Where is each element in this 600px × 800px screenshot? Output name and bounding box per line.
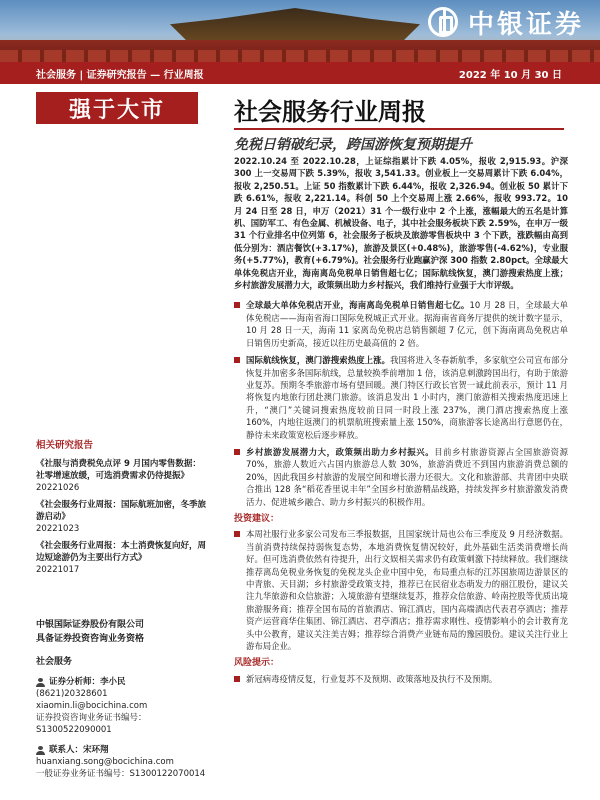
- contact-name: 联系人：宋环翔: [36, 744, 206, 756]
- logo-text: 中银证券: [467, 9, 584, 40]
- investment-heading: 投资建议：: [234, 513, 280, 524]
- analyst-block: [36, 676, 206, 736]
- key-point: [234, 354, 568, 441]
- report-title: 社会服务行业周报: [234, 98, 426, 126]
- report-category: 社会服务 | 证券研究报告 — 行业周报: [36, 69, 204, 81]
- palace-wall-pattern: [0, 50, 600, 62]
- related-report-item[interactable]: [36, 540, 206, 576]
- main-content: [234, 155, 568, 685]
- key-point-text: 目前乡村旅游资源占全国旅游资源 70%，旅游人数近六占国内旅游总人数 30%，旅游消费近不到国内旅游消费总额的 20%，因此我国乡村旅游的发展空间和增长潜力还很大。文化和旅游部、共青团中央联合推出 128 条“稻花香里说丰年”全国乡村旅游精品线路，持续发挥乡村旅游激发消费活力、促进城乡融合、助力乡村振兴的积极作用。: [246, 446, 569, 507]
- report-subtitle: 免税日销破纪录，跨国游恢复预期提升: [234, 137, 472, 153]
- intro-paragraph: 2022.10.24 至 2022.10.28，上证综指累计下跌 4.05%，报收 2,915.93。沪深 300 上一交易周下跌 5.39%，报收 3,541.33。创业板上一交易周累计下跌 6.04%，报收 2,250.51。上证 50 指数累计下跌 6.44%，报收 2,326.94。创业板 50 累计下跌 6.61%，报收 2,221.14。科创 50 上个交易周上涨 2.66%，报收 993.72。10 月 24 日至 28 日，申万（2021）31 个一级行业中 2 个上涨，涨幅最大的五名是计算机、国防军工、有色金属、机械设备、电子，其中社会服务板块下跌 2.59%，在申万一级 31 个行业排名中位列第 6，社会服务子板块及旅游零售板块中 3 个下跌，涨跌幅由高到低分别为：酒店餐饮(+3.17%)，旅游及景区(+0.48%)，旅游零售(-4.62%)，专业服务(+5.77%)，教育(+6.79%)。社会服务行业跑赢沪深 300 指数 2.80pct。全球最大单体免税店开业，海南离岛免税单日销售超七亿；国际航线恢复，澳门游搜索热度上涨；乡村旅游发展潜力大，政策频出助力乡村振兴，我们维持行业强于大市评级。: [234, 156, 568, 291]
- risk-heading: 风险提示：: [234, 658, 280, 669]
- title-divider: [234, 128, 564, 130]
- company-name: 中银国际证券股份有限公司 具备证券投资咨询业务资格: [36, 620, 145, 644]
- analyst-phone: (8621)20328601: [36, 689, 108, 699]
- boc-logo-icon: [428, 7, 458, 37]
- related-report-title: 《社服与消费税免点评 9 月国内零售数据：社零增速放缓，可选消费需求仍待提振》: [36, 459, 201, 481]
- related-report-title: 《社会服务行业周报：本土消费恢复向好，周边短途游仍为主要出行方式》: [36, 541, 207, 563]
- risk-text: 新冠病毒疫情反复，行业复苏不及预期、政策落地及执行不及预期。: [234, 673, 568, 685]
- contact-block: [36, 744, 206, 780]
- key-point-lead: 国际航线恢复，澳门游搜索热度上涨。: [246, 355, 391, 366]
- related-reports-heading: 相关研究报告: [36, 440, 94, 451]
- related-report-date: 20221026: [36, 483, 80, 493]
- rating-badge: 强于大市: [36, 92, 198, 124]
- left-sidebar: [36, 440, 206, 780]
- analyst-cert: 证券投资咨询业务证书编号：S1300522090001: [36, 713, 147, 735]
- related-report-date: 20221017: [36, 565, 80, 575]
- key-point-text: 我国将进入冬春新航季，多家航空公司宣布部分恢复并加密多条国际航线，总量较换季前增加 1 倍，该消息刺激跨国出行，有助于旅游业复苏。预期冬季旅游市场有望回暖。澳门特区行政长官贺一诚此前表示，预计 11 月将恢复内地旅行团赴澳门旅游。该消息发出 1 小时内，澳门旅游相关搜索热度迅速上升，“澳门”关键词搜索热度较前日同一时段上涨 237%，澳门酒店搜索热度上涨 160%，内地往返澳门的机票航班搜索量上涨 150%，商旅游客长途离出行意愿仍在，静待未来政策宽松后逐步释放。: [246, 355, 569, 440]
- related-report-item[interactable]: [36, 458, 206, 494]
- key-point: [234, 446, 568, 508]
- person-icon: [36, 746, 45, 755]
- contact-cert: 一般证券业务证书编号：S1300122070014: [36, 769, 206, 779]
- analyst-name: 证券分析师：李小民: [36, 676, 206, 688]
- key-point: [234, 299, 568, 349]
- key-point-lead: 乡村旅游发展潜力大，政策频出助力乡村振兴。: [246, 446, 435, 457]
- person-icon: [36, 678, 45, 687]
- contact-email[interactable]: huanxiang.song@bocichina.com: [36, 757, 174, 767]
- report-date: 2022 年 10 月 30 日: [458, 69, 562, 81]
- header-banner: [0, 0, 600, 62]
- related-report-item[interactable]: [36, 499, 206, 535]
- sector-label: 社会服务: [36, 657, 73, 667]
- analyst-email[interactable]: xiaomin.li@bocichina.com: [36, 701, 148, 711]
- key-point-text: 10 月 28 日，全球最大单体免税店——海南省海口国际免税城正式开业。据海南省商务厅提供的统计数字显示，10 月 28 日一天，海南 11 家离岛免税店总销售额超 7 亿元，创下海南离岛免税店单日销售历史新高，接近以往历史最高值的 2 倍。: [246, 300, 568, 348]
- company-logo: [375, 0, 600, 44]
- report-category-bar: [0, 62, 600, 84]
- investment-advice: 本周社服行业多家公司发布三季报数据，且国家统计局也公布三季度及 9 月经济数据。当前消费持续保持弱恢复态势，本地消费恢复情况较好，此外基础生活类消费增长尚好。但可选消费依然有待提升，出行文娱相关需求仍有政策刺激下持续释放。我们继续推荐离岛免税业务恢复的免税龙头企业中国中免，布局重点标的江苏国旅周边游景区的中青旅、天目湖；乡村旅游受政策支持，推荐已在民宿业态萌发力的丽江股份，建议关注九华旅游和众信旅游；入境旅游有望继续复苏，推荐众信旅游、岭南控股等优质出境旅游服务商；推荐全国布局的首旅酒店、锦江酒店，国内高端酒店代表君亭酒店；推荐资产运营商华住集团、锦江酒店、君亭酒店；推荐需求刚性、疫情影响小的会计教育龙头中公教育，建议关注美吉姆；推荐综合消费产业链布局的豫园股份。建议关注行业上游布局企业。: [234, 528, 568, 652]
- related-report-date: 20221023: [36, 524, 80, 534]
- key-point-lead: 全球最大单体免税店开业，海南离岛免税单日销售超七亿。: [246, 300, 470, 311]
- related-report-title: 《社会服务行业周报：国际航班加密，冬季旅游启动》: [36, 500, 207, 522]
